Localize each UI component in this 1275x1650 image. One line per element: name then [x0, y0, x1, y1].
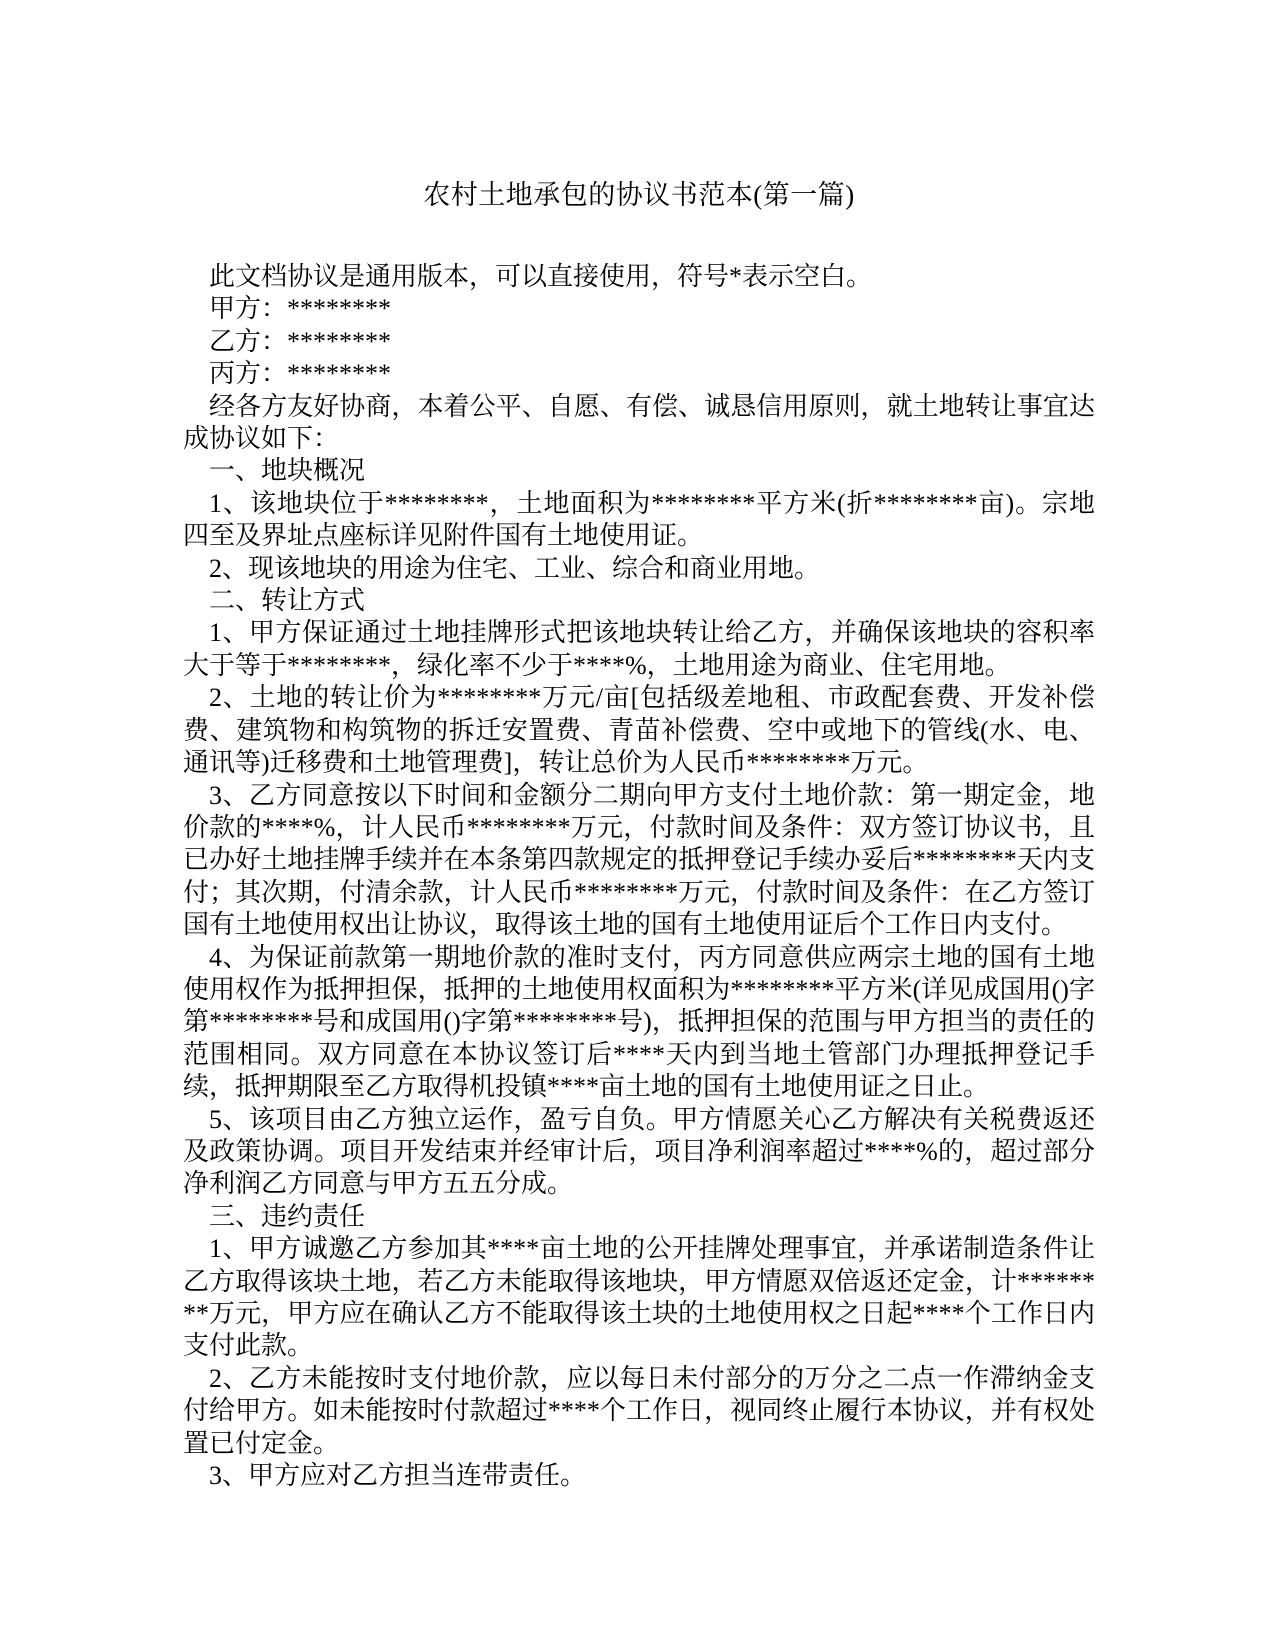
paragraph: 二、转让方式: [209, 586, 366, 616]
paragraph: 1、甲方诚邀乙方参加其****亩土地的公开挂牌处理事宜，并承诺制造条件让乙方取得该块土地，若乙方未能取得该地块，甲方情愿双倍返还定金，计********万元，甲方应在确认乙方不能取得该土块的土地使用权之日起****个工作日内支付此款。: [183, 1234, 1095, 1361]
paragraph: 丙方：********: [209, 359, 392, 389]
paragraph: 经各方友好协商，本着公平、自愿、有偿、诚恳信用原则，就土地转让事宜达成协议如下：: [183, 391, 1095, 454]
paragraph: 此文档协议是通用版本，可以直接使用，符号*表示空白。: [209, 262, 873, 291]
paragraph: 2、土地的转让价为********万元/亩[包括级差地租、市政配套费、开发补偿费、建筑物和构筑物的拆迁安置费、青苗补偿费、空中或地下的管线(水、电、通讯等)迁移费和土地管理费]，转让总价为人民币********万元。: [183, 683, 1095, 778]
paragraph: 3、乙方同意按以下时间和金额分二期向甲方支付土地价款：第一期定金，地价款的****%，计人民币********万元，付款时间及条件：双方签订协议书，且已办好土地挂牌手续并在本条第四款规定的抵押登记手续办妥后********天内支付；其次期，付清余款，计人民币********万元，付款时间及条件：在乙方签订国有土地使用权出让协议，取得该土地的国有土地使用证后个工作日内支付。: [183, 780, 1095, 940]
paragraph-list: [183, 261, 1095, 1492]
paragraph: 1、甲方保证通过土地挂牌形式把该地块转让给乙方，并确保该地块的容积率大于等于********，绿化率不少于****%，土地用途为商业、住宅用地。: [183, 618, 1095, 680]
document-title: 农村土地承包的协议书范本(第一篇): [423, 180, 855, 210]
paragraph: 一、地块概况: [209, 456, 366, 486]
paragraph: 1、该地块位于********，土地面积为********平方米(折********亩)。宗地四至及界址点座标详见附件国有土地使用证。: [183, 488, 1095, 551]
paragraph: 甲方：********: [209, 294, 392, 324]
paragraph: 2、乙方未能按时支付地价款，应以每日未付部分的万分之二点一作滞纳金支付给甲方。如未能按时付款超过****个工作日，视同终止履行本协议，并有权处置已付定金。: [183, 1363, 1095, 1458]
paragraph: 4、为保证前款第一期地价款的准时支付，丙方同意供应两宗土地的国有土地使用权作为抵押担保，抵押的土地使用权面积为********平方米(详见成国用()字第********号和成国用()字第********号)，抵押担保的范围与甲方担当的责任的范围相同。双方同意在本协议签订后****天内到当地土管部门办理抵押登记手续，抵押期限至乙方取得机投镇****亩土地的国有土地使用证之日止。: [183, 942, 1095, 1102]
paragraph: 乙方：********: [209, 326, 392, 356]
content-area: [183, 179, 1095, 1492]
paragraph: 2、现该地块的用途为住宅、工业、综合和商业用地。: [209, 553, 821, 583]
paragraph: 三、违约责任: [209, 1201, 366, 1231]
paragraph: 5、该项目由乙方独立运作，盈亏自负。甲方情愿关心乙方解决有关税费返还及政策协调。项目开发结束并经审计后，项目净利润率超过****%的，超过部分净利润乙方同意与甲方五五分成。: [183, 1104, 1095, 1199]
paragraph: 3、甲方应对乙方担当连带责任。: [209, 1461, 587, 1491]
